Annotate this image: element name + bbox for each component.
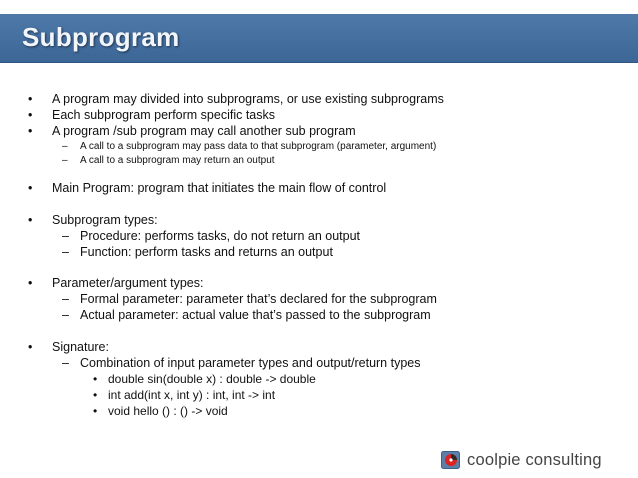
signature-example: void hello () : () -> void	[108, 404, 228, 418]
dash-marker: –	[62, 356, 69, 370]
param-item: Actual parameter: actual value that’s passed to the subprogram	[80, 308, 431, 322]
dash-marker: –	[62, 245, 69, 259]
bullet-item: A program /sub program may call another sub program	[52, 124, 356, 138]
types-heading: Subprogram types:	[52, 213, 158, 227]
signature-example: double sin(double x) : double -> double	[108, 372, 316, 386]
type-item: Function: perform tasks and returns an output	[80, 245, 333, 259]
signature-heading: Signature:	[52, 340, 109, 354]
dash-marker: –	[62, 229, 69, 243]
bullet-marker: •	[28, 213, 33, 227]
param-heading: Parameter/argument types:	[52, 276, 204, 290]
type-item: Procedure: performs tasks, do not return an output	[80, 229, 361, 243]
bullet-marker: •	[93, 404, 98, 418]
bullet-marker: •	[28, 276, 33, 290]
bullet-marker: •	[28, 181, 33, 195]
dash-marker: –	[62, 292, 69, 306]
dash-marker: –	[62, 308, 69, 322]
bullet-marker: •	[28, 340, 33, 354]
bullet-marker: •	[28, 124, 33, 138]
dash-marker: –	[62, 155, 68, 166]
coolpie-logo-icon	[441, 450, 461, 470]
sub-bullet-item: A call to a subprogram may pass data to that subprogram (parameter, argument)	[80, 141, 437, 152]
bullet-marker: •	[93, 388, 98, 402]
signature-desc: Combination of input parameter types and output/return types	[80, 356, 421, 370]
dash-marker: –	[62, 141, 68, 152]
bullet-marker: •	[28, 108, 33, 122]
bullet-marker: •	[28, 92, 33, 106]
sub-bullet-item: A call to a subprogram may return an output	[80, 155, 275, 166]
signature-example: int add(int x, int y) : int, int -> int	[108, 388, 276, 402]
bullet-item: A program may divided into subprograms, or use existing subprograms	[52, 92, 444, 106]
slide-title: Subprogram	[22, 22, 180, 52]
footer-brand-text: coolpie consulting	[467, 450, 602, 469]
footer-brand	[441, 449, 602, 471]
param-item: Formal parameter: parameter that’s declared for the subprogram	[80, 292, 437, 306]
bullet-item: Each subprogram perform specific tasks	[52, 108, 276, 122]
bullet-marker: •	[93, 372, 98, 386]
main-program-item: Main Program: program that initiates the main flow of control	[52, 181, 387, 195]
